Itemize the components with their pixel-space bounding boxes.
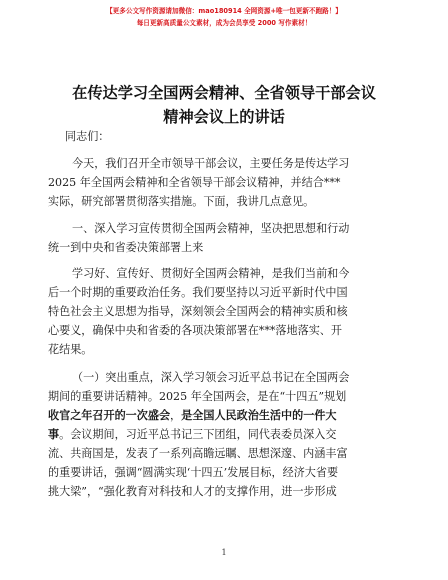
bold-text: 事 <box>48 428 60 441</box>
body-line: 期间的重要讲话精神。2025 年全国两会，是在“十四五”规划 <box>48 390 347 403</box>
page-number: 1 <box>221 548 227 557</box>
body-line: 学习好、宣传好、贯彻好全国两会精神，是我们当前和今 <box>72 267 350 280</box>
section-heading-line: 一、深入学习宣传贯彻全国两会精神，坚决把思想和行动 <box>72 222 350 235</box>
subsection-heading-line: （一）突出重点，深入学习领会习近平总书记在全国两会 <box>72 371 350 384</box>
body-line: 挑大梁”，“强化教育对科技和人才的支撑作用，进一步形成 <box>48 485 337 498</box>
body-line: 流、共商国是，发表了一系列高瞻远瞩、思想深邃、内涵丰富 <box>48 447 348 460</box>
body-line: 2025 年全国两会精神和全省领导干部会议精神，并结合*** <box>48 176 341 189</box>
body-line: 花结果。 <box>48 343 93 356</box>
body-line: 今天，我们召开全市领导干部会议，主要任务是传达学习 <box>72 157 350 170</box>
body-line-with-bold <box>48 428 408 442</box>
comma: ， <box>170 409 182 422</box>
body-line: 后一个时期的重要政治任务。我们要坚持以习近平新时代中国 <box>48 286 348 299</box>
bold-text: 是全国人民政治生活中的一件大 <box>181 409 337 422</box>
speech-title-line2: 精神会议上的讲话 <box>163 108 285 126</box>
body-line: 实际，研究部署贯彻落实措施。下面，我讲几点意见。 <box>48 195 315 208</box>
speech-title-line1: 在传达学习全国两会精神、全省领导干部会议 <box>72 84 376 102</box>
salutation: 同志们： <box>65 130 110 143</box>
promo-banner-line1: 【更多公文写作资源请加微信：mao180914 全网资源+唯一包更新不跑路！】 <box>106 7 342 15</box>
body-line: 心要义，确保中央和省委的各项决策部署在***落地落实、开 <box>48 324 342 337</box>
body-line: 的重要讲话，强调“圆满实现‘十四五’发展目标，经济大省要 <box>48 466 339 479</box>
promo-banner-line2: 每日更新高质量公文素材，成为会员享受 2000 写作素材！ <box>136 19 312 27</box>
body-line: 特色社会主义思想为指导，深刻领会全国两会的精神实质和核 <box>48 305 348 318</box>
bold-text: 收官之年召开的一次盛会 <box>48 409 171 422</box>
section-heading-line: 统一到中央和省委决策部署上来 <box>48 241 204 254</box>
body-text: 。会议期间，习近平总书记三下团组，同代表委员深入交 <box>59 428 337 441</box>
body-line-with-bold <box>48 409 408 423</box>
